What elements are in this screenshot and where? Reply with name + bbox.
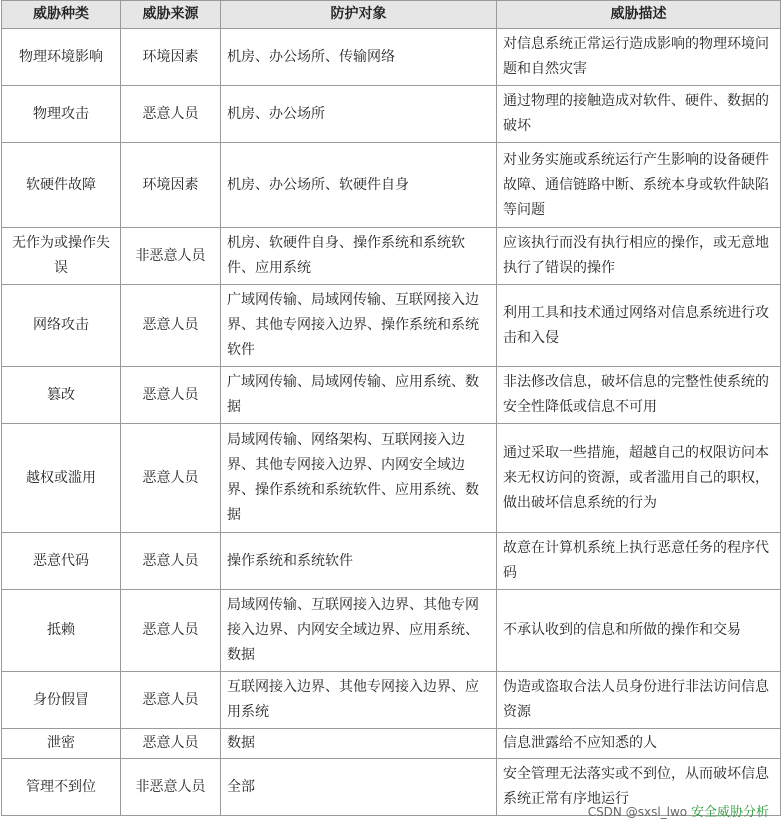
cell-threat-description: 利用工具和技术通过网络对信息系统进行攻击和入侵 <box>497 285 781 367</box>
cell-threat-type: 篡改 <box>2 367 121 424</box>
table-row <box>2 228 781 285</box>
cell-threat-type: 物理环境影响 <box>2 29 121 86</box>
cell-threat-description: 对业务实施或系统运行产生影响的设备硬件故障、通信链路中断、系统本身或软件缺陷等问题 <box>497 143 781 228</box>
cell-threat-type: 泄密 <box>2 729 121 759</box>
header-protected-object: 防护对象 <box>221 1 497 29</box>
cell-protected-object: 全部 <box>221 759 497 816</box>
cell-threat-description: 应该执行而没有执行相应的操作，或无意地执行了错误的操作 <box>497 228 781 285</box>
table-row <box>2 367 781 424</box>
cell-threat-source: 恶意人员 <box>121 367 221 424</box>
table-row <box>2 424 781 533</box>
cell-threat-type: 物理攻击 <box>2 86 121 143</box>
cell-threat-type: 管理不到位 <box>2 759 121 816</box>
cell-threat-source: 环境因素 <box>121 143 221 228</box>
cell-threat-source: 非恶意人员 <box>121 759 221 816</box>
cell-threat-source: 恶意人员 <box>121 533 221 590</box>
header-threat-source: 威胁来源 <box>121 1 221 29</box>
cell-threat-description: 对信息系统正常运行造成影响的物理环境问题和自然灾害 <box>497 29 781 86</box>
cell-threat-source: 恶意人员 <box>121 86 221 143</box>
header-row <box>2 1 781 29</box>
cell-threat-type: 越权或滥用 <box>2 424 121 533</box>
cell-protected-object: 机房、办公场所、传输网络 <box>221 29 497 86</box>
cell-threat-type: 无作为或操作失误 <box>2 228 121 285</box>
cell-threat-source: 环境因素 <box>121 29 221 86</box>
table-row <box>2 729 781 759</box>
watermark <box>588 801 769 820</box>
table-row <box>2 86 781 143</box>
cell-threat-description: 故意在计算机系统上执行恶意任务的程序代码 <box>497 533 781 590</box>
cell-protected-object: 机房、软硬件自身、操作系统和系统软件、应用系统 <box>221 228 497 285</box>
cell-protected-object: 机房、办公场所、软硬件自身 <box>221 143 497 228</box>
table-row <box>2 533 781 590</box>
threat-table <box>1 0 781 816</box>
cell-protected-object: 操作系统和系统软件 <box>221 533 497 590</box>
cell-protected-object: 局域网传输、网络架构、互联网接入边界、其他专网接入边界、内网安全域边界、操作系统和系统软件、应用系统、数据 <box>221 424 497 533</box>
header-threat-type: 威胁种类 <box>2 1 121 29</box>
table-row <box>2 672 781 729</box>
table-row <box>2 29 781 86</box>
cell-threat-description: 信息泄露给不应知悉的人 <box>497 729 781 759</box>
cell-protected-object: 广域网传输、局域网传输、应用系统、数据 <box>221 367 497 424</box>
cell-threat-description: 通过物理的接触造成对软件、硬件、数据的破坏 <box>497 86 781 143</box>
header-threat-description: 威胁描述 <box>497 1 781 29</box>
cell-threat-type: 抵赖 <box>2 590 121 672</box>
cell-threat-description: 不承认收到的信息和所做的操作和交易 <box>497 590 781 672</box>
cell-protected-object: 广域网传输、局域网传输、互联网接入边界、其他专网接入边界、操作系统和系统软件 <box>221 285 497 367</box>
table-row <box>2 590 781 672</box>
cell-threat-source: 恶意人员 <box>121 729 221 759</box>
cell-threat-type: 身份假冒 <box>2 672 121 729</box>
cell-protected-object: 局域网传输、互联网接入边界、其他专网接入边界、内网安全域边界、应用系统、数据 <box>221 590 497 672</box>
watermark-text: CSDN @sxsl_lwo <box>587 805 688 819</box>
cell-threat-description: 伪造或盗取合法人员身份进行非法访问信息资源 <box>497 672 781 729</box>
cell-threat-source: 恶意人员 <box>121 424 221 533</box>
cell-threat-source: 恶意人员 <box>121 672 221 729</box>
table-row <box>2 285 781 367</box>
cell-threat-source: 非恶意人员 <box>121 228 221 285</box>
table-row <box>2 143 781 228</box>
cell-threat-description: 安全管理无法落实或不到位，从而破坏信息系统正常有序地运行 <box>497 759 781 816</box>
cell-protected-object: 数据 <box>221 729 497 759</box>
cell-threat-source: 恶意人员 <box>121 285 221 367</box>
cell-threat-type: 软硬件故障 <box>2 143 121 228</box>
cell-threat-source: 恶意人员 <box>121 590 221 672</box>
cell-protected-object: 机房、办公场所 <box>221 86 497 143</box>
cell-threat-description: 通过采取一些措施，超越自己的权限访问本来无权访问的资源，或者滥用自己的职权，做出破坏信息系统的行为 <box>497 424 781 533</box>
watermark-green: 安全威胁分析 <box>690 805 769 820</box>
cell-threat-type: 网络攻击 <box>2 285 121 367</box>
cell-threat-type: 恶意代码 <box>2 533 121 590</box>
cell-threat-description: 非法修改信息，破坏信息的完整性使系统的安全性降低或信息不可用 <box>497 367 781 424</box>
cell-protected-object: 互联网接入边界、其他专网接入边界、应用系统 <box>221 672 497 729</box>
